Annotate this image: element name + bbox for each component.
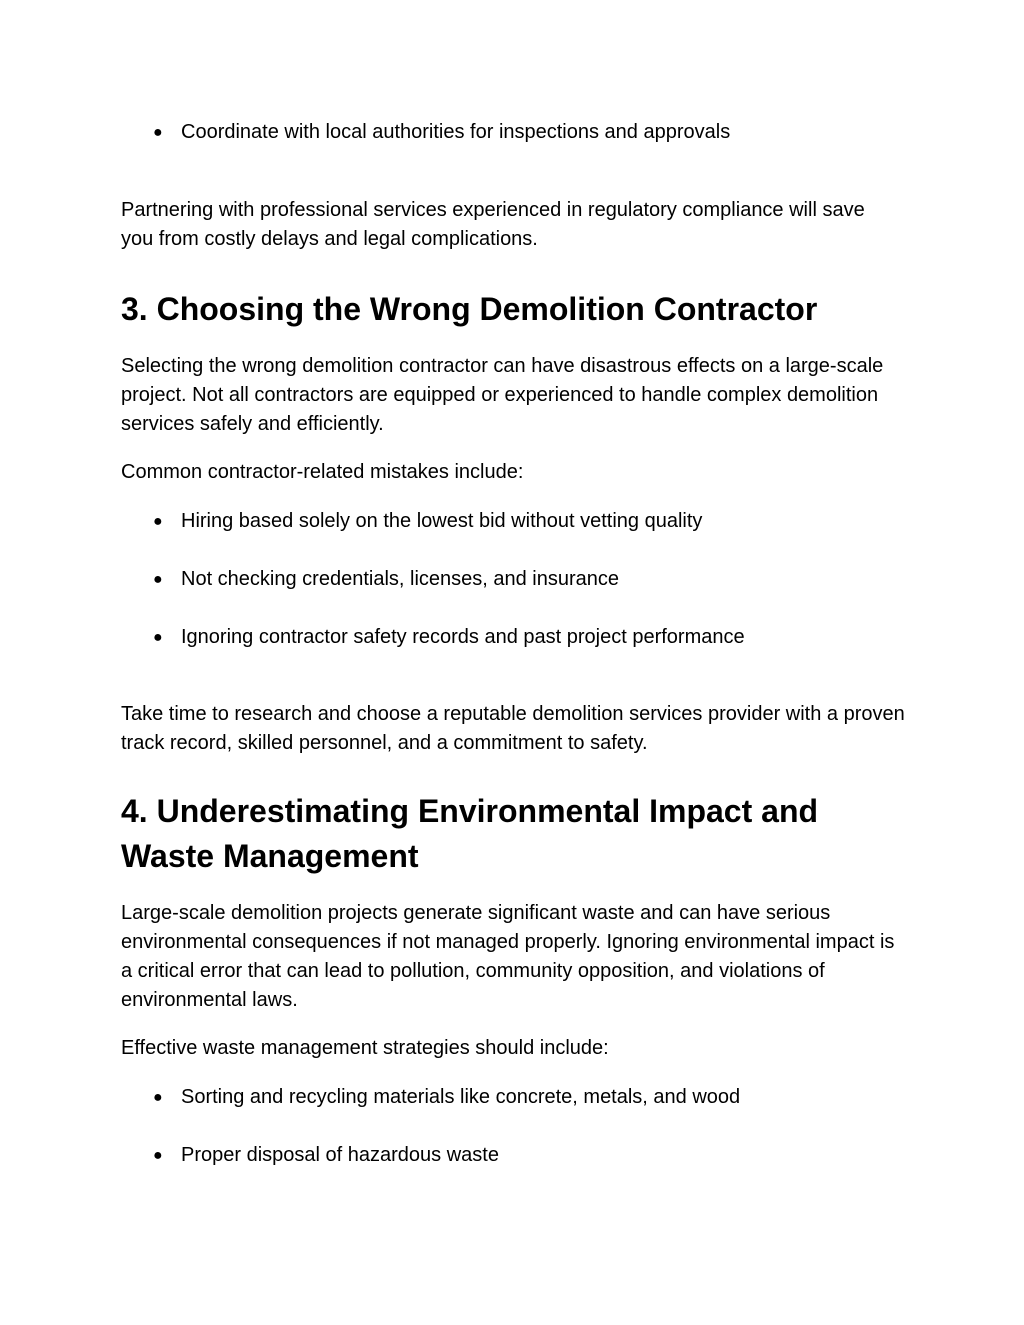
list-item-text: Hiring based solely on the lowest bid without vetting quality xyxy=(181,510,703,532)
list-item-text: Sorting and recycling materials like concrete, metals, and wood xyxy=(181,1086,741,1108)
bullet-icon: ● xyxy=(153,571,163,588)
bullet-icon: ● xyxy=(153,1089,163,1106)
bullet-icon: ● xyxy=(153,513,163,530)
section-3-heading: 3. Choosing the Wrong Demolition Contractor xyxy=(121,291,818,327)
section-4-list-intro: Effective waste management strategies should include: xyxy=(121,1037,609,1059)
bullet-icon: ● xyxy=(153,124,163,141)
bullet-icon: ● xyxy=(153,1147,163,1164)
bullet-icon: ● xyxy=(153,629,163,646)
section-3-list-intro: Common contractor-related mistakes include: xyxy=(121,461,524,483)
list-item xyxy=(121,1141,911,1170)
section-4-intro: Large-scale demolition projects generate significant waste and can have serious environmental consequences if not managed properly. Ignoring environmental impact is a critical error that can lead to pollution, community opposition, and violations of environmental laws. xyxy=(121,902,895,1011)
list-item xyxy=(121,565,911,594)
bullet-list-contractor-mistakes xyxy=(121,507,911,652)
section-3-intro: Selecting the wrong demolition contractor can have disastrous effects on a large-scale project. Not all contractors are equipped or experienced to handle complex demolition services safely and efficiently. xyxy=(121,355,884,435)
list-item-text: Proper disposal of hazardous waste xyxy=(181,1144,499,1166)
paragraph-compliance-closing: Partnering with professional services experienced in regulatory compliance will save you from costly delays and legal complications. xyxy=(121,199,865,250)
bullet-list-waste-strategies xyxy=(121,1083,911,1170)
list-item xyxy=(121,118,911,147)
section-3-closing: Take time to research and choose a reputable demolition services provider with a proven track record, skilled personnel, and a commitment to safety. xyxy=(121,703,905,754)
list-item-text: Ignoring contractor safety records and past project performance xyxy=(181,626,745,648)
list-item xyxy=(121,623,911,652)
list-item-text: Not checking credentials, licenses, and insurance xyxy=(181,568,620,590)
list-item-text: Coordinate with local authorities for inspections and approvals xyxy=(181,121,731,143)
list-item xyxy=(121,1083,911,1112)
section-4-heading: 4. Underestimating Environmental Impact and Waste Management xyxy=(121,793,819,874)
bullet-list-compliance xyxy=(121,118,911,147)
list-item xyxy=(121,507,911,536)
